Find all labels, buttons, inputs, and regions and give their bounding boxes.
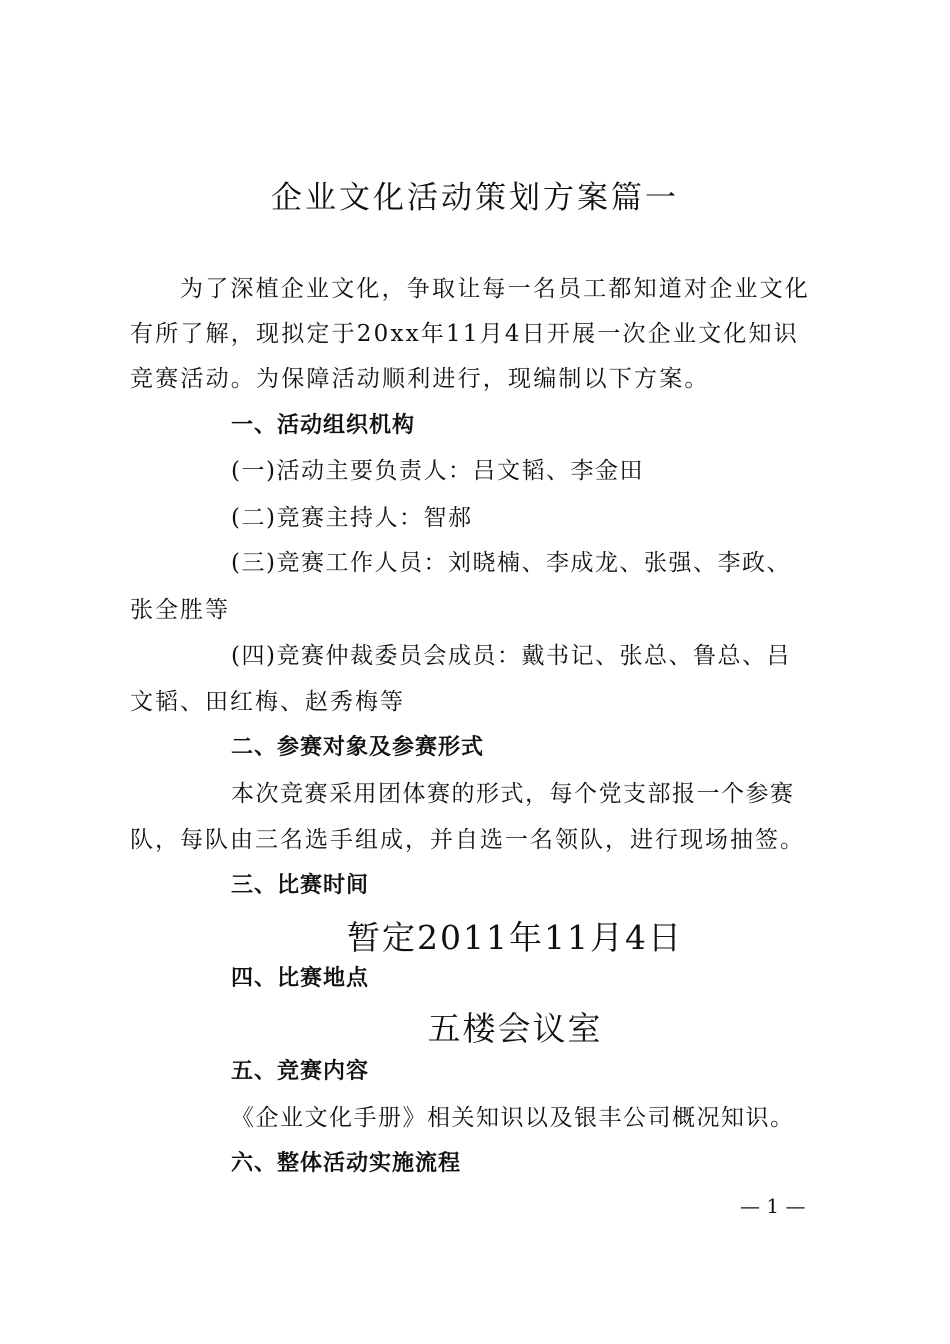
section5-heading: 五、竞赛内容 [231, 1059, 370, 1084]
section1-item3-line2: 张全胜等 [130, 597, 230, 623]
intro-line-3: 竞赛活动。为保障活动顺利进行，现编制以下方案。 [130, 366, 710, 392]
section2-line2: 队，每队由三名选手组成，并自选一名领队，进行现场抽签。 [130, 827, 805, 853]
section1-item1: (一)活动主要负责人：吕文韬、李金田 [231, 458, 644, 484]
section4-heading: 四、比赛地点 [231, 966, 370, 991]
intro-line-1: 为了深植企业文化，争取让每一名员工都知道对企业文化 [180, 276, 810, 302]
section6-heading: 六、整体活动实施流程 [231, 1151, 462, 1176]
document-title: 企业文化活动策划方案篇一 [271, 180, 679, 216]
section5-content: 《企业文化手册》相关知识以及银丰公司概况知识。 [231, 1105, 795, 1131]
section2-heading: 二、参赛对象及参赛形式 [231, 735, 485, 760]
section1-heading: 一、活动组织机构 [231, 413, 416, 438]
page-number: — 1 — [740, 1194, 806, 1218]
intro-line-2: 有所了解，现拟定于20xx年11月4日开展一次企业文化知识 [130, 321, 799, 347]
section4-content: 五楼会议室 [427, 1009, 603, 1048]
section3-content: 暂定2011年11月4日 [347, 918, 683, 957]
section1-item2: (二)竞赛主持人：智郝 [231, 505, 473, 531]
section3-heading: 三、比赛时间 [231, 873, 370, 898]
section2-line1: 本次竞赛采用团体赛的形式，每个党支部报一个参赛 [231, 781, 795, 807]
section1-item3-line1: (三)竞赛工作人员：刘晓楠、李成龙、张强、李政、 [231, 550, 791, 576]
section1-item4-line2: 文韬、田红梅、赵秀梅等 [130, 689, 405, 715]
section1-item4-line1: (四)竞赛仲裁委员会成员：戴书记、张总、鲁总、吕 [231, 643, 791, 669]
